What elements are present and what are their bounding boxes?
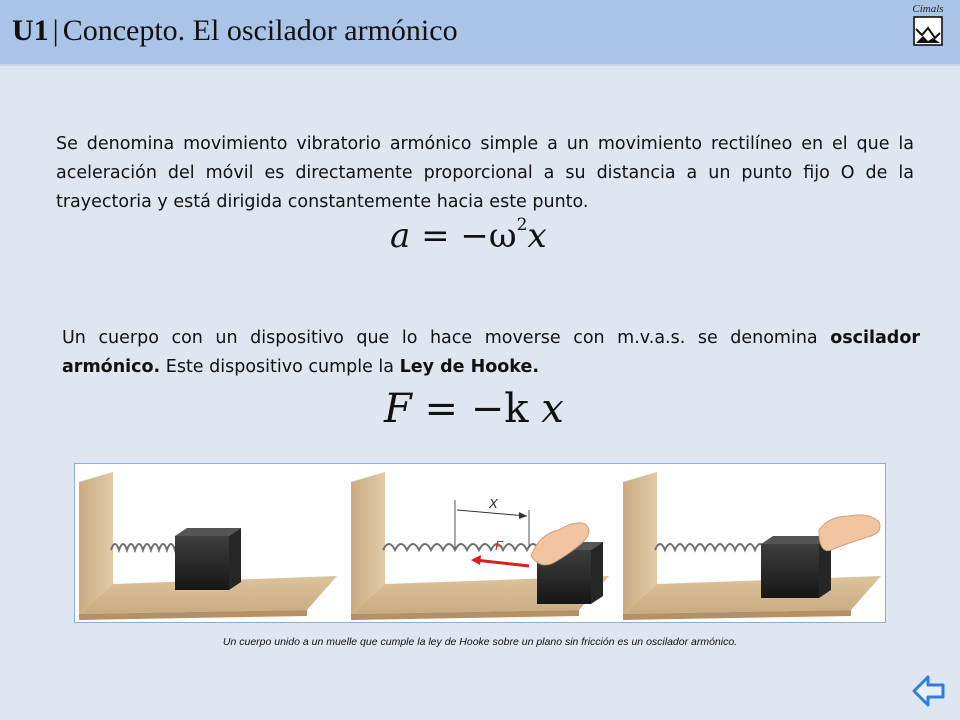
block-1 [175,536,229,590]
formula2-eq: = [424,386,458,432]
hooke-formula [384,386,564,432]
canals-logo-icon [910,3,946,53]
oscillator-term: oscilador armónico. [62,327,920,377]
header-bar [0,0,960,66]
logo-text: Cimals [912,3,944,15]
formula1-minus: − [460,216,489,256]
page-title [12,14,458,48]
formula1-omega: ω [488,216,517,256]
formula2-k: k [504,386,529,432]
back-button[interactable] [912,674,946,708]
block-3 [761,544,819,598]
formula2-minus: − [470,386,505,432]
spring-2 [383,544,539,550]
force-arrow [475,560,529,566]
intro-paragraph: Se denomina movimiento vibratorio armónico simple a un movimiento rectilíneo en el que la aceleración del móvil es directamente proporcional a su distancia a un punto fijo O de la trayectoria y está dirigida constantemente hacia este punto. [56,133,914,212]
formula1-eq: = [421,216,450,256]
label-x: X [489,496,498,511]
floor-3 [623,576,881,614]
formula2-var: x [541,386,564,432]
oscillator-text-before: Un cuerpo con un dispositivo que lo hace moverse con m.v.a.s. se denomina [62,327,831,348]
figure-caption: Un cuerpo unido a un muelle que cumple la ley de Hooke sobre un plano sin fricción es un oscilador armónico. [222,636,738,648]
panel-rest [79,472,337,620]
acceleration-formula [390,216,547,256]
formula1-var: x [527,216,547,256]
spring-figure [74,463,886,623]
title-separator: | [52,14,59,47]
oscillator-paragraph [62,324,920,382]
unit-label: U1 [12,14,49,47]
title-text: Concepto. El oscilador armónico [62,14,458,47]
panel-stretched [351,472,609,620]
logo-graphic [913,16,943,46]
back-arrow-icon [912,674,946,708]
label-f: F [495,538,503,553]
panel-released [623,472,881,620]
formula2-lhs: F [384,386,412,432]
hand-release-icon [819,515,880,551]
oscillator-text-middle: Este dispositivo cumple la [160,356,400,377]
formula1-exp: 2 [516,214,528,235]
spring-illustration [75,464,885,622]
hooke-law-term: Ley de Hooke. [399,356,539,377]
formula1-lhs: a [390,216,411,256]
